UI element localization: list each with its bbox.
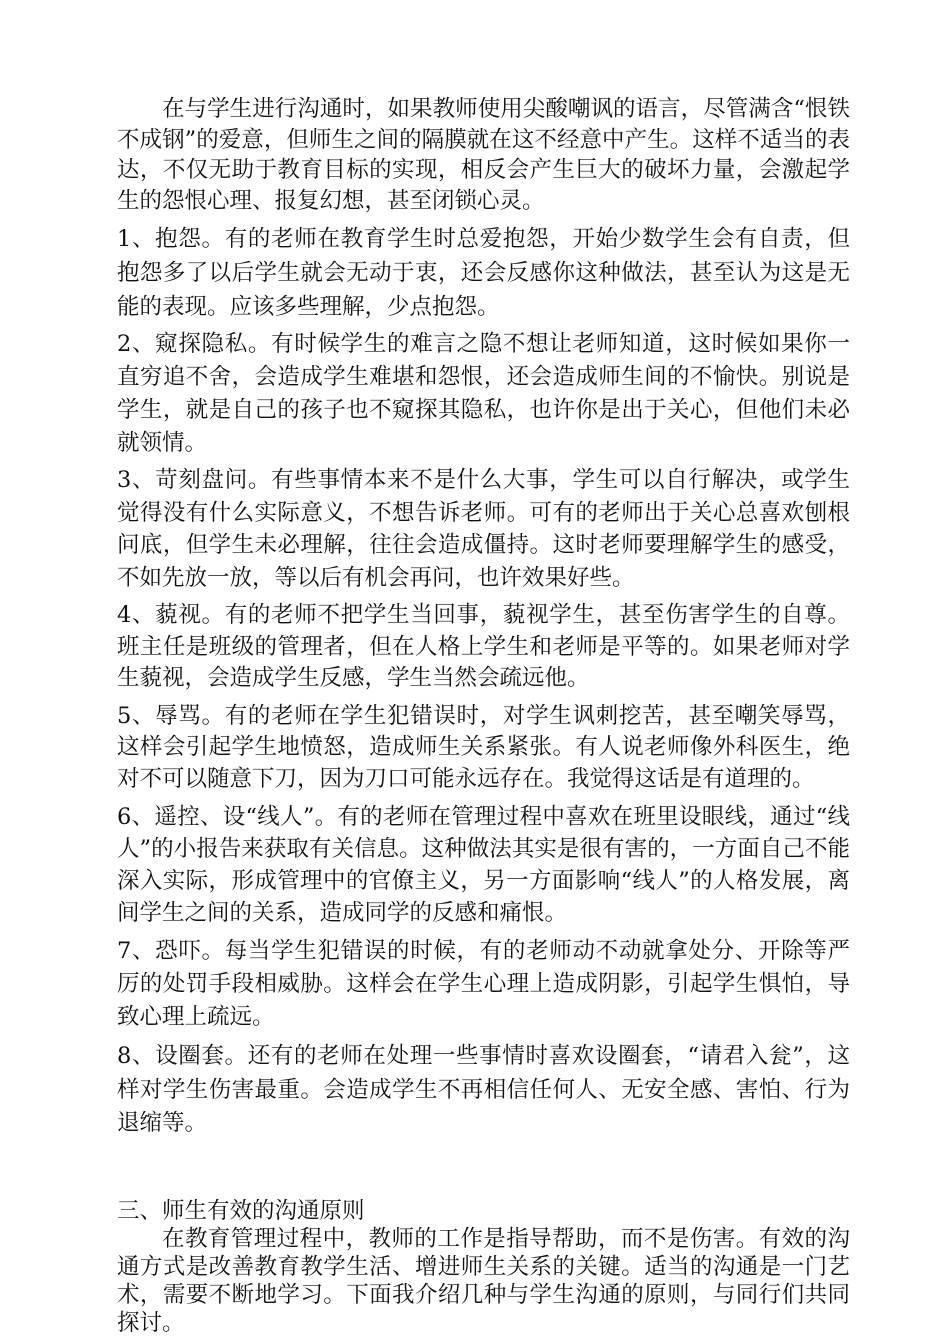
item-list bbox=[117, 222, 850, 1141]
section-spacer bbox=[117, 1141, 850, 1197]
list-item: 2、窥探隐私。有时候学生的难言之隐不想让老师知道，这时候如果你一直穷追不舍，会造成学生难堪和怨恨，还会造成师生间的不愉快。别说是学生，就是自己的孩子也不窥探其隐私，也许你是出于关心，但他们未必就领情。 bbox=[117, 331, 850, 456]
section-body: 在教育管理过程中，教师的工作是指导帮助，而不是伤害。有效的沟通方式是改善教育教学生活、增进师生关系的关键。适当的沟通是一门艺术，需要不断地学习。下面我介绍几种与学生沟通的原则，与同行们共同探讨。 bbox=[117, 1225, 850, 1336]
document-page bbox=[117, 94, 850, 1337]
list-item: 4、藐视。有的老师不把学生当回事，藐视学生，甚至伤害学生的自尊。班主任是班级的管理者，但在人格上学生和老师是平等的。如果老师对学生藐视，会造成学生反感，学生当然会疏远他。 bbox=[117, 602, 850, 691]
list-item: 1、抱怨。有的老师在教育学生时总爱抱怨，开始少数学生会有自责，但抱怨多了以后学生就会无动于衷，还会反感你这种做法，甚至认为这是无能的表现。应该多些理解，少点抱怨。 bbox=[117, 226, 850, 320]
list-item: 5、辱骂。有的老师在学生犯错误时，对学生讽刺挖苦，甚至嘲笑辱骂，这样会引起学生地愤怒，造成师生关系紧张。有人说老师像外科医生，绝对不可以随意下刀，因为刀口可能永远存在。我觉得这话是有道理的。 bbox=[117, 702, 850, 792]
list-item: 7、恐吓。每当学生犯错误的时候，有的老师动不动就拿处分、开除等严厉的处罚手段相威胁。这样会在学生心理上造成阴影，引起学生惧怕，导致心理上疏远。 bbox=[117, 938, 850, 1030]
list-item: 3、苛刻盘问。有些事情本来不是什么大事，学生可以自行解决，或学生觉得没有什么实际意义，不想告诉老师。可有的老师出于关心总喜欢刨根问底，但学生未必理解，往往会造成僵持。这时老师要理解学生的感受，不如先放一放，等以后有机会再问，也许效果好些。 bbox=[117, 467, 850, 591]
intro-paragraph: 在与学生进行沟通时，如果教师使用尖酸嘲讽的语言，尽管满含“恨铁不成钢”的爱意，但师生之间的隔膜就在这不经意中产生。这样不适当的表达，不仅无助于教育目标的实现，相反会产生巨大的破坏力量，会激起学生的怨恨心理、报复幻想，甚至闭锁心灵。 bbox=[117, 96, 850, 214]
section-heading: 三、师生有效的沟通原则 bbox=[117, 1197, 365, 1224]
list-item: 6、遥控、设“线人”。有的老师在管理过程中喜欢在班里设眼线，通过“线人”的小报告来获取有关信息。这种做法其实是很有害的，一方面自己不能深入实际，形成管理中的官僚主义，另一方面影响“线人”的人格发展，离间学生之间的关系，造成同学的反感和痛恨。 bbox=[117, 804, 850, 926]
list-item: 8、设圈套。还有的老师在处理一些事情时喜欢设圈套，“请君入瓮”，这样对学生伤害最重。会造成学生不再相信任何人、无安全感、害怕、行为退缩等。 bbox=[117, 1043, 850, 1136]
